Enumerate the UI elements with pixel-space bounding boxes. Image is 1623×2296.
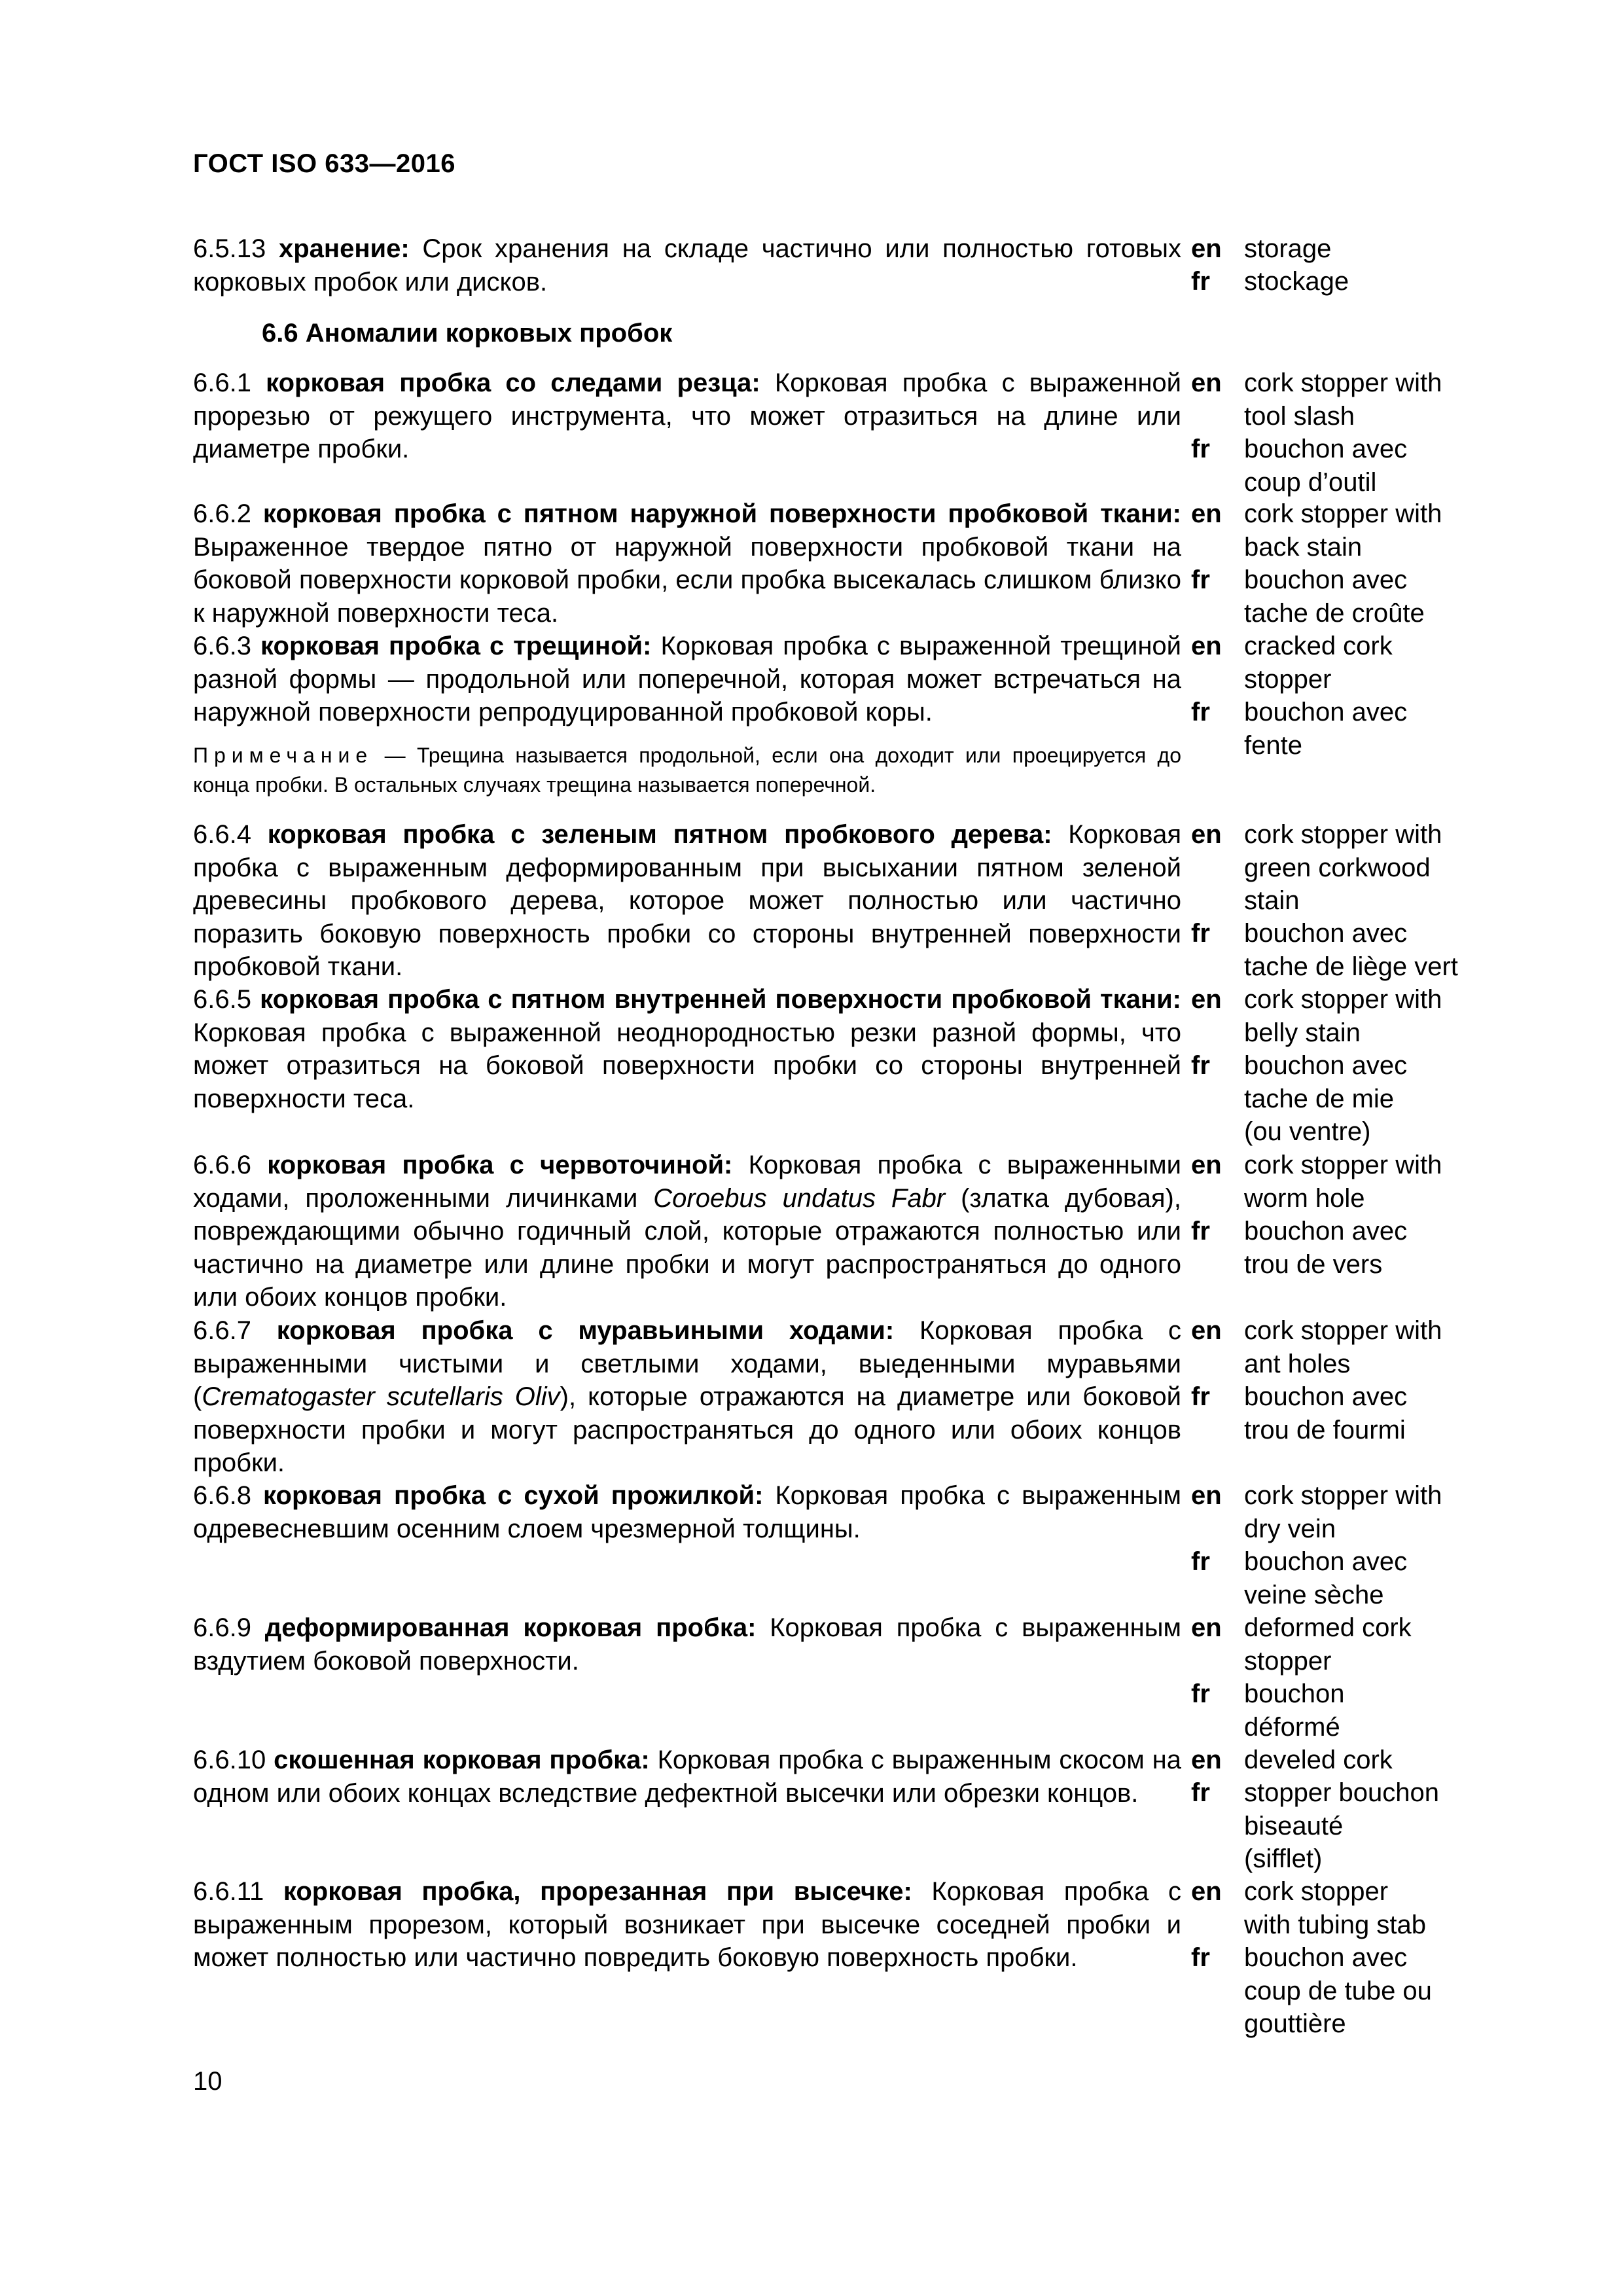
term-definition: 6.5.13 хранение: Срок хранения на складе частично или полностью готовых корковых пробок или дисков. bbox=[193, 234, 1181, 296]
lang-label-en: en bbox=[1191, 1316, 1222, 1345]
lang-label-en: en bbox=[1191, 632, 1222, 660]
term-definition: 6.6.1 корковая пробка со следами резца: Корковая пробка с выраженной прорезью от режущего инструмента, что может отразиться на длине или диаметре пробки. bbox=[193, 368, 1181, 463]
lang-label-en: en bbox=[1191, 1746, 1222, 1774]
lang-label-en: en bbox=[1191, 985, 1222, 1014]
french-equivalent: bouchon avec tache de liège vert bbox=[1244, 919, 1458, 981]
lang-label-fr: fr bbox=[1191, 919, 1210, 948]
lang-label-fr: fr bbox=[1191, 1051, 1210, 1080]
french-equivalent: stockage bbox=[1244, 267, 1349, 296]
english-equivalent: cork stopper with tubing stab bbox=[1244, 1877, 1426, 1939]
term-definition: 6.6.4 корковая пробка с зеленым пятном пробкового дерева: Корковая пробка с выраженным деформированным при высыхании пятном зеленой древесины пробкового дерева, которое может полностью или частично поразить боковую поверхность пробки со стороны внутренней поверхности пробковой ткани. bbox=[193, 820, 1181, 981]
term-definition: 6.6.8 корковая пробка с сухой прожилкой: Корковая пробка с выраженным одревесневшим осенним слоем чрезмерной толщины. bbox=[193, 1481, 1181, 1543]
lang-label-fr: fr bbox=[1191, 435, 1210, 463]
lang-label-fr: fr bbox=[1191, 267, 1210, 296]
term-definition: 6.6.3 корковая пробка с трещиной: Корковая пробка с выраженной трещиной разной формы — продольной или поперечной, которая может встречаться на наружной поверхности репродуцированной пробковой коры. bbox=[193, 632, 1181, 726]
section-heading: 6.6 Аномалии корковых пробок bbox=[262, 319, 673, 348]
lang-label-fr: fr bbox=[1191, 565, 1210, 594]
lang-label-fr: fr bbox=[1191, 1679, 1210, 1708]
english-equivalent: cork stopper with ant holes bbox=[1244, 1316, 1442, 1378]
term-definition: 6.6.7 корковая пробка с муравьиными ходами: Корковая пробка с выраженными чистыми и светлыми ходами, выеденными муравьями (Crematogaster scutellaris Oliv), которые отражаются на диаметре или боковой поверхности пробки и могут распространяться до одного или обоих концов пробки. bbox=[193, 1316, 1182, 1477]
lang-label-fr: fr bbox=[1191, 698, 1210, 726]
lang-label-en: en bbox=[1191, 1481, 1222, 1510]
french-equivalent: bouchon avec coup d’outil bbox=[1244, 435, 1408, 497]
english-equivalent: cork stopper with belly stain bbox=[1244, 985, 1442, 1047]
term-definition: 6.6.5 корковая пробка с пятном внутренней поверхности пробковой ткани: Корковая пробка с выраженной неоднородностью резки разной формы, что может отразиться на боковой поверхности пробки со стороны внутренней поверхности теса. bbox=[193, 985, 1181, 1113]
term-note: Примечание — Трещина называется продольной, если она доходит или проецируется до конца пробки. В остальных случаях трещина называется поперечной. bbox=[193, 744, 1181, 797]
english-equivalent: develed cork bbox=[1244, 1746, 1393, 1774]
french-equivalent: bouchon déformé bbox=[1244, 1679, 1345, 1742]
french-equivalent: bouchon avec trou de vers bbox=[1244, 1217, 1408, 1279]
french-equivalent: bouchon avec veine sèche bbox=[1244, 1547, 1408, 1609]
english-equivalent: cork stopper with back stain bbox=[1244, 499, 1442, 562]
lang-label-fr: fr bbox=[1191, 1778, 1210, 1807]
lang-label-fr: fr bbox=[1191, 1547, 1210, 1576]
english-equivalent: cork stopper with green corkwood stain bbox=[1244, 820, 1442, 915]
term-definition: 6.6.6 корковая пробка с червоточиной: Корковая пробка с выраженными ходами, проложенными личинками Coroebus undatus Fabr (златка дубовая), повреждающими обычно годичный слой, которые отражаются полностью или частично на диаметре или длине пробки и могут распространяться до одного или обоих концов пробки. bbox=[193, 1151, 1181, 1312]
lang-label-en: en bbox=[1191, 499, 1222, 528]
french-equivalent: bouchon avec tache de croûte bbox=[1244, 565, 1425, 628]
french-equivalent: bouchon avec coup de tube ou gouttière bbox=[1244, 1943, 1432, 2038]
lang-label-en: en bbox=[1191, 820, 1222, 849]
lang-label-en: en bbox=[1191, 1877, 1222, 1906]
lang-label-en: en bbox=[1191, 1613, 1222, 1642]
lang-label-en: en bbox=[1191, 368, 1222, 397]
english-equivalent: storage bbox=[1244, 234, 1332, 263]
english-equivalent: deformed cork stopper bbox=[1244, 1613, 1412, 1676]
term-definition: 6.6.10 скошенная корковая пробка: Корковая пробка с выраженным скосом на одном или обоих концах вследствие дефектной высечки или обрезки концов. bbox=[193, 1746, 1181, 1808]
term-definition: 6.6.9 деформированная корковая пробка: Корковая пробка с выраженным вздутием боковой поверхности. bbox=[193, 1613, 1181, 1676]
french-equivalent: bouchon avec tache de mie (ou ventre) bbox=[1244, 1051, 1408, 1146]
english-equivalent: cork stopper with worm hole bbox=[1244, 1151, 1442, 1213]
lang-label-fr: fr bbox=[1191, 1217, 1210, 1246]
french-equivalent: bouchon avec trou de fourmi bbox=[1244, 1382, 1408, 1444]
english-equivalent: cork stopper with dry vein bbox=[1244, 1481, 1442, 1543]
french-equivalent: stopper bouchon biseauté (sifflet) bbox=[1244, 1778, 1440, 1873]
document-header: ГОСТ ISO 633—2016 bbox=[193, 149, 455, 178]
english-equivalent: cracked cork stopper bbox=[1244, 632, 1393, 694]
page-number: 10 bbox=[193, 2067, 223, 2096]
lang-label-fr: fr bbox=[1191, 1943, 1210, 1972]
english-equivalent: cork stopper with tool slash bbox=[1244, 368, 1442, 431]
term-definition: 6.6.11 корковая пробка, прорезанная при высечке: Корковая пробка с выраженным прорезом, который возникает при высечке соседней пробки и может полностью или частично повредить боковую поверхность пробки. bbox=[193, 1877, 1181, 1972]
term-definition: 6.6.2 корковая пробка с пятном наружной поверхности пробковой ткани: Выраженное твердое пятно от наружной поверхности пробковой ткани на боковой поверхности корковой пробки, если пробка высекалась слишком близко к наружной поверхности теса. bbox=[193, 499, 1181, 628]
lang-label-en: en bbox=[1191, 234, 1222, 263]
french-equivalent: bouchon avec fente bbox=[1244, 698, 1408, 760]
lang-label-fr: fr bbox=[1191, 1382, 1210, 1411]
lang-label-en: en bbox=[1191, 1151, 1222, 1179]
